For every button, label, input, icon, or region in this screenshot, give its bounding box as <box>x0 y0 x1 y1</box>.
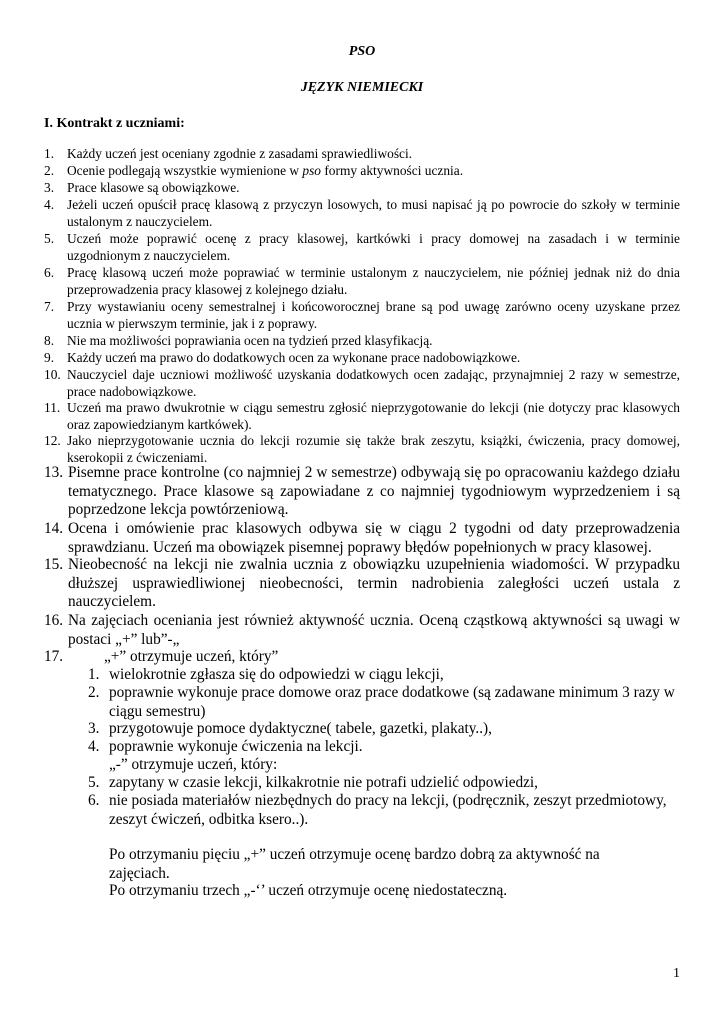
sub-item-number: 3. <box>88 720 100 737</box>
item-text: Przy wystawianiu oceny semestralnej i końcoworocznej brane są pod uwagę zarówno oceny uzyskane przez ucznia w pierwszym terminie, jak i z poprawy. <box>67 299 680 331</box>
list-item <box>44 332 680 349</box>
item-number: 14. <box>44 520 64 537</box>
item-number: 10. <box>44 367 61 382</box>
sub-list-item <box>88 720 680 739</box>
list-item <box>44 464 680 520</box>
list-item <box>44 264 680 298</box>
item-text: Na zajęciach oceniania jest również aktywność ucznia. Oceną cząstkową aktywności są uwagi w postaci „+” lub”-„ <box>68 612 680 648</box>
item-number: 7. <box>44 299 55 314</box>
item-text: Jako nieprzygotowanie ucznia do lekcji rozumie się także brak zeszytu, książki, ćwiczenia, pracy domowej, kserokopii z ćwiczeniami. <box>67 433 680 465</box>
sub-item-number: 4. <box>88 738 100 755</box>
item-text: Ocenie podlegają wszystkie wymienione w pso formy aktywności ucznia. <box>67 163 464 178</box>
sub-item-text: nie posiada materiałów niezbędnych do pracy na lekcji, (podręcznik, zeszyt przedmiotowy, zeszyt ćwiczeń, odbitka ksero..). <box>109 792 667 828</box>
item-text: Każdy uczeń jest oceniany zgodnie z zasadami sprawiedliwości. <box>67 146 413 161</box>
item-number: 2. <box>44 163 55 178</box>
item-text: Każdy uczeń ma prawo do dodatkowych ocen za wykonane prace nadobowiązkowe. <box>67 350 521 365</box>
sub-list-item <box>88 774 680 793</box>
sub-item-text: wielokrotnie zgłasza się do odpowiedzi w ciągu lekcji, <box>109 666 444 683</box>
item-text: Nie ma możliwości poprawiania ocen na tydzień przed klasyfikacją. <box>67 333 433 348</box>
item-number: 17. <box>44 648 64 665</box>
list-item <box>44 230 680 264</box>
item-text: Prace klasowe są obowiązkowe. <box>67 180 240 195</box>
sub-item-number: 2. <box>88 684 100 701</box>
sub-list-item <box>88 738 680 757</box>
list-item <box>44 349 680 366</box>
sub-item-text: poprawnie wykonuje ćwiczenia na lekcji. <box>109 738 363 755</box>
list-item <box>44 162 680 179</box>
list-item <box>44 196 680 230</box>
item-text: Pracę klasową uczeń może poprawiać w terminie ustalonym z nauczycielem, nie później jednak niż do dnia przeprowadzenia pracy klasowej z kolejnego działu. <box>67 265 680 297</box>
item-number: 5. <box>44 231 55 246</box>
item-text: Nauczyciel daje uczniowi możliwość uzyskania dodatkowych ocen zadając, przynajmniej 2 razy w semestrze, prace nadobowiązkowe. <box>67 367 680 399</box>
sub-item-text: poprawnie wykonuje prace domowe oraz prace dodatkowe (są zadawane minimum 3 razy w ciągu semestru) <box>109 684 675 720</box>
sub-item-text: przygotowuje pomoce dydaktyczne( tabele, gazetki, plakaty..), <box>109 720 492 737</box>
list-item <box>44 145 680 162</box>
list-item <box>44 179 680 196</box>
sub-item-number: 5. <box>88 774 100 791</box>
item-number: 9. <box>44 350 55 365</box>
list-item <box>44 399 680 433</box>
sub-item-text: zapytany w czasie lekcji, kilkakrotnie nie potrafi udzielić odpowiedzi, <box>109 774 538 791</box>
item-text: Ocena i omówienie prac klasowych odbywa się w ciągu 2 tygodni od daty przeprowadzenia sprawdzianu. Uczeń ma obowiązek pisemnej poprawy błędów popełnionych w pracy klasowej. <box>68 520 680 556</box>
item-text: Jeżeli uczeń opuścił pracę klasową z przyczyn losowych, to musi napisać ją po powrocie do szkoły w terminie ustalonym z nauczycielem. <box>67 197 680 229</box>
item-number: 11. <box>44 400 61 415</box>
item-number: 1. <box>44 146 55 161</box>
list-item <box>44 556 680 612</box>
sub-list-item <box>88 666 680 685</box>
item-number: 3. <box>44 180 55 195</box>
note-three-minus: Po otrzymaniu trzech „-‘’ uczeń otrzymuje ocenę niedostateczną. <box>109 882 508 899</box>
item-number: 8. <box>44 333 55 348</box>
doc-title: PSO <box>348 44 376 59</box>
sub-item-number: 6. <box>88 792 100 809</box>
item-text: „+” otrzymuje uczeń, który” <box>104 648 279 665</box>
item-number: 12. <box>44 433 61 448</box>
sub-item-number: 1. <box>88 666 100 683</box>
list-item <box>44 520 680 558</box>
item-number: 15. <box>44 556 64 573</box>
list-item <box>44 432 680 466</box>
item-text: Uczeń może poprawić ocenę z pracy klasowej, kartkówki i pracy domowej na zasadach i w terminie uzgodnionym z nauczycielem. <box>67 231 680 263</box>
item-text: Nieobecność na lekcji nie zwalnia ucznia z obowiązku uzupełnienia wiadomości. W przypadku dłuższej usprawiedliwionej nieobecności, termin nadrobienia zaległości uczeń ustala z nauczycielem. <box>68 556 680 611</box>
list-item <box>44 366 680 400</box>
item-text: Pisemne prace kontrolne (co najmniej 2 w semestrze) odbywają się po opracowaniu każdego działu tematycznego. Prace klasowe są zapowiadane z co najmniej tygodniowym wyprzedzeniem i są poprzedzone lekcja powtórzeniową. <box>68 464 680 519</box>
page-number: 1 <box>673 966 680 981</box>
list-item <box>44 648 680 667</box>
item-number: 4. <box>44 197 55 212</box>
list-item <box>44 298 680 332</box>
sub-list-item <box>88 684 680 722</box>
list-item <box>44 612 680 650</box>
item-number: 6. <box>44 265 55 280</box>
item-number: 13. <box>44 464 64 481</box>
item-number: 16. <box>44 612 64 629</box>
note-five-plus: Po otrzymaniu pięciu „+” uczeń otrzymuje ocenę bardzo dobrą za aktywność na zajęciach. <box>109 846 600 882</box>
doc-subtitle: JĘZYK NIEMIECKI <box>300 80 424 95</box>
section-heading: I. Kontrakt z uczniami: <box>44 116 185 131</box>
item-text: Uczeń ma prawo dwukrotnie w ciągu semestru zgłosić nieprzygotowanie do lekcji (nie dotyczy prac klasowych oraz zapowiedzianym kartkówek). <box>67 400 680 432</box>
sub-list-item <box>88 792 680 830</box>
pso-emphasis: pso <box>302 163 321 178</box>
minus-header: „-” otrzymuje uczeń, który: <box>109 756 278 773</box>
